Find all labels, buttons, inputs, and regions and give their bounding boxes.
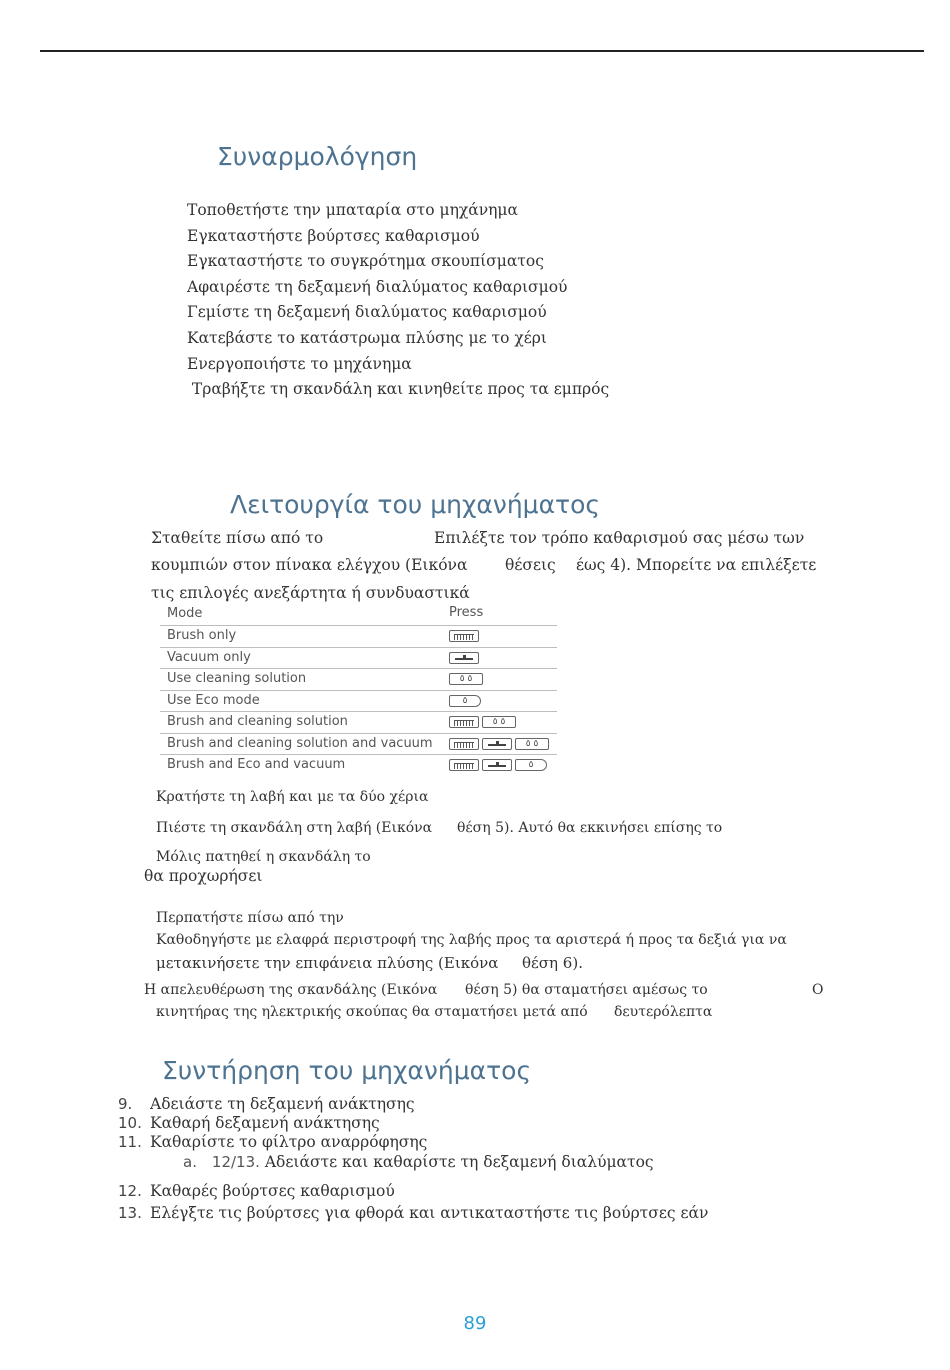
brush-key-icon xyxy=(449,738,479,750)
press-column-header: Press xyxy=(449,605,484,620)
maintenance-item xyxy=(118,1095,415,1113)
brush-key-icon xyxy=(449,630,479,642)
assembly-step: Γεμίστε τη δεξαμενή διαλύματος καθαρισμού xyxy=(187,303,547,322)
mode-table-row xyxy=(160,711,557,733)
operation-paragraph: Πιέστε τη σκανδάλη στη λαβή (Εικόνα xyxy=(156,820,433,836)
maintenance-item-number: 12. xyxy=(118,1182,142,1200)
maintenance-subitem-range: 12/13. xyxy=(211,1153,260,1171)
operation-intro-text: Επιλέξτε τον τρόπο καθαρισμού σας μέσω των xyxy=(434,529,805,547)
operation-paragraph: μετακινήσετε την επιφάνεια πλύσης (Εικόνα xyxy=(156,954,499,972)
assembly-step: Εγκαταστήστε βούρτσες καθαρισμού xyxy=(187,226,480,245)
assembly-step: Αφαιρέστε τη δεξαμενή διαλύματος καθαρισμού xyxy=(187,277,568,296)
assembly-step: Εγκαταστήστε το συγκρότημα σκουπίσματος xyxy=(187,252,544,271)
header-rule xyxy=(40,50,924,52)
mode-table-row xyxy=(160,625,557,647)
operation-intro-text: έως 4). Μπορείτε να επιλέξετε xyxy=(576,556,817,574)
mode-label: Brush and cleaning solution and vacuum xyxy=(167,735,433,751)
mode-table-row xyxy=(160,754,557,776)
eco-key-icon: ٥ xyxy=(449,695,481,707)
assembly-step: Τραβήξτε τη σκανδάλη και κινηθείτε προς τα εμπρός xyxy=(187,380,610,399)
key-combination xyxy=(449,630,479,642)
operation-paragraph: θέση 5). Αυτό θα εκκινήσει επίσης το xyxy=(457,820,723,836)
mode-table-row xyxy=(160,647,557,669)
brush-key-icon xyxy=(449,759,479,771)
vacuum-key-icon xyxy=(449,652,479,664)
mode-table xyxy=(160,604,557,776)
maintenance-item-number: 13. xyxy=(118,1204,142,1222)
operation-paragraph: θέση 5) θα σταματήσει αμέσως το xyxy=(465,982,708,998)
operation-paragraph: Μόλις πατηθεί η σκανδάλη το xyxy=(156,849,371,865)
operation-intro-text: Σταθείτε πίσω από το xyxy=(151,529,324,547)
mode-table-row xyxy=(160,668,557,690)
mode-label: Vacuum only xyxy=(167,649,251,665)
key-combination xyxy=(449,759,547,771)
operation-paragraph: Περπατήστε πίσω από την xyxy=(156,910,344,926)
maintenance-subitem-text: Αδειάστε και καθαρίστε τη δεξαμενή διαλύματος xyxy=(264,1153,654,1171)
mode-table-row xyxy=(160,733,557,755)
key-combination xyxy=(449,716,516,728)
maintenance-item-number: 11. xyxy=(118,1133,142,1151)
assembly-steps xyxy=(187,198,609,403)
solution-key-icon: ٥ ٥ xyxy=(515,738,549,750)
maintenance-item xyxy=(118,1182,395,1200)
maintenance-item-text: Καθαρές βούρτσες καθαρισμού xyxy=(150,1182,395,1200)
maintenance-subitem xyxy=(183,1153,654,1171)
operation-intro-text: θέσεις xyxy=(505,556,556,574)
mode-label: Use Eco mode xyxy=(167,692,260,708)
operation-paragraph: θέση 6). xyxy=(522,954,583,972)
mode-table-header xyxy=(160,604,557,625)
solution-key-icon: ٥ ٥ xyxy=(482,716,516,728)
operation-paragraph: Η απελευθέρωση της σκανδάλης (Εικόνα xyxy=(144,982,438,998)
mode-label: Brush and cleaning solution xyxy=(167,714,348,729)
mode-label: Brush and Eco and vacuum xyxy=(167,757,346,772)
maintenance-item-number: 9. xyxy=(118,1095,133,1113)
assembly-step: Ενεργοποιήστε το μηχάνημα xyxy=(187,354,412,373)
operation-paragraph: κινητήρας της ηλεκτρικής σκούπας θα σταματήσει μετά από xyxy=(156,1004,588,1020)
key-combination xyxy=(449,652,479,664)
mode-table-row xyxy=(160,690,557,712)
assembly-step: Κατεβάστε το κατάστρωμα πλύσης με το χέρι xyxy=(187,328,547,347)
assembly-step: Τοποθετήστε την μπαταρία στο μηχάνημα xyxy=(187,201,518,219)
operation-paragraph: θα προχωρήσει xyxy=(144,867,263,885)
operation-intro-text: κουμπιών στον πίνακα ελέγχου (Εικόνα xyxy=(151,556,468,574)
assembly-heading: Συναρμολόγηση xyxy=(217,142,418,171)
maintenance-item xyxy=(118,1114,380,1132)
operation-paragraph: Ο xyxy=(812,982,824,998)
key-combination xyxy=(449,695,481,707)
vacuum-key-icon xyxy=(482,759,512,771)
maintenance-subitem-letter: a. xyxy=(183,1153,197,1171)
maintenance-item-text: Αδειάστε τη δεξαμενή ανάκτησης xyxy=(150,1095,415,1113)
operation-paragraph: Κρατήστε τη λαβή και με τα δύο χέρια xyxy=(156,789,429,805)
mode-label: Use cleaning solution xyxy=(167,671,307,686)
operation-paragraph: δευτερόλεπτα xyxy=(614,1004,713,1020)
maintenance-item-text: Ελέγξτε τις βούρτσες για φθορά και αντικαταστήστε τις βούρτσες εάν xyxy=(150,1204,709,1222)
maintenance-heading: Συντήρηση του μηχανήματος xyxy=(162,1056,532,1085)
key-combination xyxy=(449,738,549,750)
operation-intro-text: τις επιλογές ανεξάρτητα ή συνδυαστικά xyxy=(151,584,470,602)
operation-heading: Λειτουργία του μηχανήματος xyxy=(230,490,601,519)
eco-key-icon: ٥ xyxy=(515,759,547,771)
mode-label: Brush only xyxy=(167,628,237,643)
vacuum-key-icon xyxy=(482,738,512,750)
brush-key-icon xyxy=(449,716,479,728)
maintenance-item-number: 10. xyxy=(118,1114,142,1132)
maintenance-item xyxy=(118,1133,427,1151)
operation-paragraph: Καθοδηγήστε με ελαφρά περιστροφή της λαβής προς τα αριστερά ή προς τα δεξιά για να xyxy=(156,932,787,948)
maintenance-item xyxy=(118,1204,708,1222)
page-number: 89 xyxy=(463,1313,487,1334)
maintenance-item-text: Καθαρή δεξαμενή ανάκτησης xyxy=(150,1114,380,1132)
maintenance-item-text: Καθαρίστε το φίλτρο αναρρόφησης xyxy=(150,1133,428,1151)
solution-key-icon: ٥ ٥ xyxy=(449,673,483,685)
key-combination xyxy=(449,673,483,685)
mode-column-header: Mode xyxy=(167,606,203,621)
